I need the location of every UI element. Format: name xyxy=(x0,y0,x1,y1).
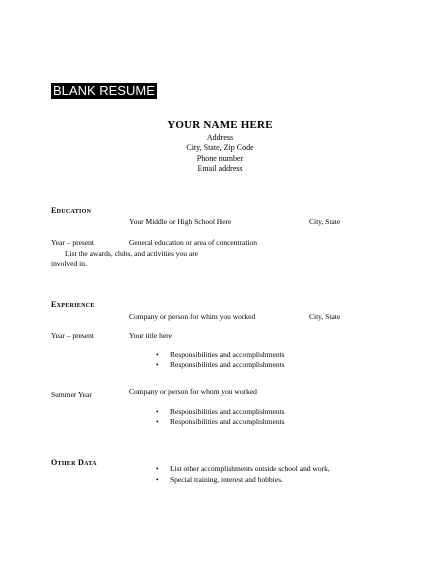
bullet-dot: • xyxy=(156,360,159,369)
bullet-dot: • xyxy=(156,407,159,416)
job-1-location: City, State xyxy=(309,312,341,321)
other-bullet xyxy=(156,464,330,474)
bullet-text: Responsibilities and accomplishments xyxy=(170,407,285,416)
job-2-dates: Summer Year xyxy=(51,390,92,399)
contact-address: Address xyxy=(206,133,234,142)
contact-phone: Phone number xyxy=(196,154,244,163)
education-awards-line1: List the awards, clubs, and activities you are xyxy=(65,249,199,258)
job-1-company: Company or person for whim you worked xyxy=(129,312,256,321)
job-2-bullet xyxy=(156,407,285,417)
job-1-title: Your title here xyxy=(129,331,172,340)
bullet-dot: • xyxy=(156,417,159,426)
other-bullet xyxy=(156,475,283,485)
job-1-bullet xyxy=(156,350,285,360)
education-dates: Year – present xyxy=(51,238,94,247)
bullet-text: Special training, interest and hobbies. xyxy=(170,475,283,484)
bullet-dot: • xyxy=(156,350,159,359)
education-school: Your Middle or High School Here xyxy=(129,217,232,226)
bullet-text: Responsibilities and accomplishments xyxy=(170,417,285,426)
bullet-dot: • xyxy=(156,464,159,473)
experience-heading: Experience xyxy=(51,300,95,309)
bullet-dot: • xyxy=(156,475,159,484)
job-2-bullet xyxy=(156,417,285,427)
education-location: City, State xyxy=(309,217,341,226)
bullet-text: Responsibilities and accomplishments xyxy=(170,360,285,369)
job-2-company: Company or person for whom you worked xyxy=(129,387,257,396)
education-awards-line2: involved in. xyxy=(51,259,87,268)
contact-email: Email address xyxy=(197,164,243,173)
education-heading: Education xyxy=(51,206,92,215)
other-data-heading: Other Data xyxy=(51,458,97,467)
resume-name: YOUR NAME HERE xyxy=(167,119,273,131)
job-1-dates: Year – present xyxy=(51,331,94,340)
bullet-text: List other accomplishments outside school and work, xyxy=(170,464,330,473)
document-banner: BLANK RESUME xyxy=(53,83,155,98)
bullet-text: Responsibilities and accomplishments xyxy=(170,350,285,359)
contact-city-state-zip: City, State, Zip Code xyxy=(186,143,254,152)
job-1-bullet xyxy=(156,360,285,370)
education-description: General education or area of concentration xyxy=(129,238,258,247)
